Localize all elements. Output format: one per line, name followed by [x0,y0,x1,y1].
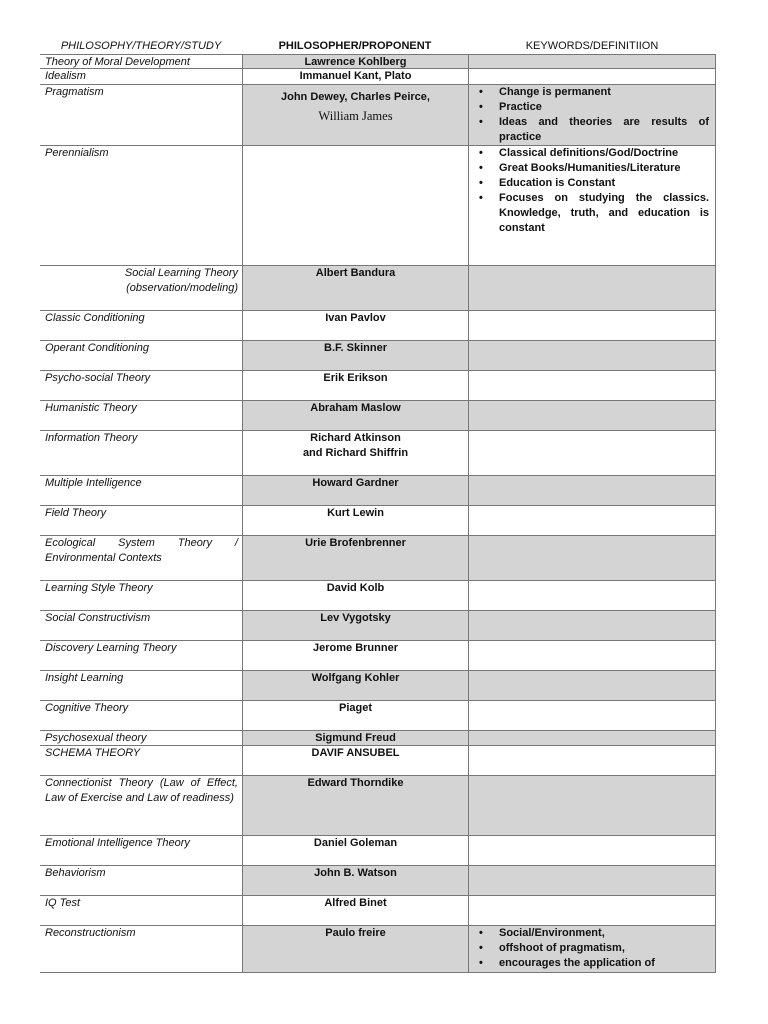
proponent-cell [242,731,468,745]
keyword-item: • Education is Constant [475,176,709,191]
table-row [40,671,716,701]
proponent-name: Edward Thorndike [307,777,404,789]
theory-cell: Theory of Moral Development [45,56,190,68]
table-row [40,266,716,311]
table-row [40,476,716,506]
proponent-name: Paulo freire [325,927,386,939]
theory-cell: Perennialism [45,147,109,159]
keywords-cell [468,926,716,972]
keywords-list [475,146,709,236]
theory-cell: Behaviorism [45,867,106,879]
keywords-cell [468,611,716,640]
keywords-cell [468,401,716,430]
proponent-cell [242,55,468,68]
proponent-cell [242,611,468,640]
table-row [40,311,716,341]
proponent-cell [242,476,468,505]
theory-cell: Psycho-social Theory [45,372,151,384]
theory-cell: Learning Style Theory [45,582,153,594]
keywords-list [475,85,709,145]
proponent-cell [242,536,468,580]
proponent-name: Wolfgang Kohler [311,672,400,684]
table-row [40,746,716,776]
theory-cell: Ecological System Theory / Environmental Contexts [45,537,238,564]
keywords-cell [468,371,716,400]
table-row [40,401,716,431]
keywords-cell [468,476,716,505]
proponent-name: Sigmund Freud [315,732,396,744]
table-row [40,69,716,85]
keyword-item: • Change is permanent [475,85,709,100]
proponent-name-line2: William James [318,109,393,123]
table-row [40,926,716,973]
proponent-name: Jerome Brunner [313,642,398,654]
theory-cell: Multiple Intelligence [45,477,142,489]
proponent-cell [242,866,468,895]
keyword-item: • Focuses on studying the classics. Knowledge, truth, and education is constant [475,191,709,236]
proponent-name: John Dewey, Charles Peirce, [281,91,430,103]
keywords-cell [468,641,716,670]
table-header [40,38,716,54]
table-row [40,776,716,836]
keywords-cell [468,581,716,610]
keywords-cell [468,85,716,145]
proponent-cell [242,371,468,400]
proponent-name: Lawrence Kohlberg [304,56,407,68]
theory-cell: Discovery Learning Theory [45,642,177,654]
proponent-cell [242,146,468,265]
proponent-cell [242,641,468,670]
keywords-cell [468,776,716,835]
keywords-cell [468,69,716,84]
theory-cell: Emotional Intelligence Theory [45,837,190,849]
keyword-item: • offshoot of pragmatism, [475,941,709,956]
keyword-item: • Classical definitions/God/Doctrine [475,146,709,161]
theory-cell: Social Constructivism [45,612,151,624]
theory-cell: Cognitive Theory [45,702,129,714]
proponent-name: Immanuel Kant, Plato [299,70,412,82]
table-row [40,866,716,896]
proponent-name: Kurt Lewin [327,507,384,519]
table-row [40,731,716,746]
proponent-name: Daniel Goleman [313,837,398,849]
proponent-name: Lev Vygotsky [320,612,391,624]
theory-cell: Pragmatism [45,86,104,98]
proponent-name: B.F. Skinner [324,342,387,354]
theory-cell: Information Theory [45,432,138,444]
theory-cell: IQ Test [45,897,81,909]
proponent-cell [242,746,468,775]
table-body [40,54,716,973]
keywords-cell [468,836,716,865]
theory-cell: Reconstructionism [45,927,136,939]
keywords-cell [468,536,716,580]
proponent-name: Piaget [338,702,372,714]
proponent-cell [242,69,468,84]
proponent-cell [242,926,468,972]
proponent-name: Ivan Pavlov [325,312,386,324]
proponent-cell [242,701,468,730]
proponent-cell [242,85,468,145]
proponent-cell [242,896,468,925]
proponent-name: Abraham Maslow [310,402,401,414]
proponent-cell [242,671,468,700]
proponent-cell [242,506,468,535]
theory-cell: Social Learning Theory (observation/modeling) [124,267,238,294]
keywords-cell [468,866,716,895]
proponent-cell [242,581,468,610]
keywords-cell [468,506,716,535]
table-row [40,371,716,401]
theory-cell: Field Theory [45,507,107,519]
header-philosopher: PHILOSOPHER/PROPONENT [278,40,432,52]
keyword-item: • Great Books/Humanities/Literature [475,161,709,176]
table-row [40,581,716,611]
proponent-cell [242,401,468,430]
keywords-cell [468,671,716,700]
table-row [40,54,716,69]
header-keywords: KEYWORDS/DEFINITIION [525,40,659,52]
proponent-name: Erik Erikson [323,372,388,384]
keywords-cell [468,341,716,370]
keywords-cell [468,731,716,745]
keyword-item: • encourages the application of [475,956,709,971]
theory-cell: Humanistic Theory [45,402,137,414]
proponent-cell [242,836,468,865]
proponent-cell [242,266,468,310]
keywords-cell [468,311,716,340]
table-row [40,341,716,371]
proponent-name: Howard Gardner [312,477,399,489]
proponent-cell [242,341,468,370]
theory-cell: Classic Conditioning [45,312,145,324]
keywords-cell [468,746,716,775]
keyword-item: • Ideas and theories are results of practice [475,115,709,145]
proponent-name: David Kolb [326,582,385,594]
keywords-cell [468,146,716,265]
proponent-name: Albert Bandura [315,267,396,279]
table-row [40,701,716,731]
keywords-list [475,926,709,971]
keywords-cell [468,266,716,310]
table-row [40,641,716,671]
theory-cell: SCHEMA THEORY [45,747,141,759]
table-row [40,506,716,536]
proponent-name: Urie Brofenbrenner [305,537,406,549]
table-row [40,536,716,581]
proponent-name: DAVIF ANSUBEL [311,747,400,759]
keywords-cell [468,701,716,730]
proponent-cell [242,431,468,475]
theory-cell: Psychosexual theory [45,732,147,744]
theory-cell: Idealism [45,70,86,82]
table-row [40,85,716,146]
table-row [40,836,716,866]
proponent-cell [242,776,468,835]
table-row [40,431,716,476]
table-row [40,611,716,641]
proponent-name-line2: and Richard Shiffrin [302,447,409,459]
theory-cell: Connectionist Theory (Law of Effect, Law of Exercise and Law of readiness) [45,777,238,804]
keyword-item: • Practice [475,100,709,115]
philosophy-table [40,38,716,973]
keywords-cell [468,431,716,475]
keywords-cell [468,55,716,68]
theory-cell: Insight Learning [45,672,124,684]
proponent-cell [242,311,468,340]
proponent-name: Richard Atkinson [310,432,401,444]
header-philosophy: PHILOSOPHY/THEORY/STUDY [60,40,222,52]
table-row [40,896,716,926]
keywords-cell [468,896,716,925]
proponent-name: Alfred Binet [324,897,387,909]
proponent-name: John B. Watson [314,867,397,879]
table-row [40,146,716,266]
keyword-item: • Social/Environment, [475,926,709,941]
theory-cell: Operant Conditioning [45,342,149,354]
